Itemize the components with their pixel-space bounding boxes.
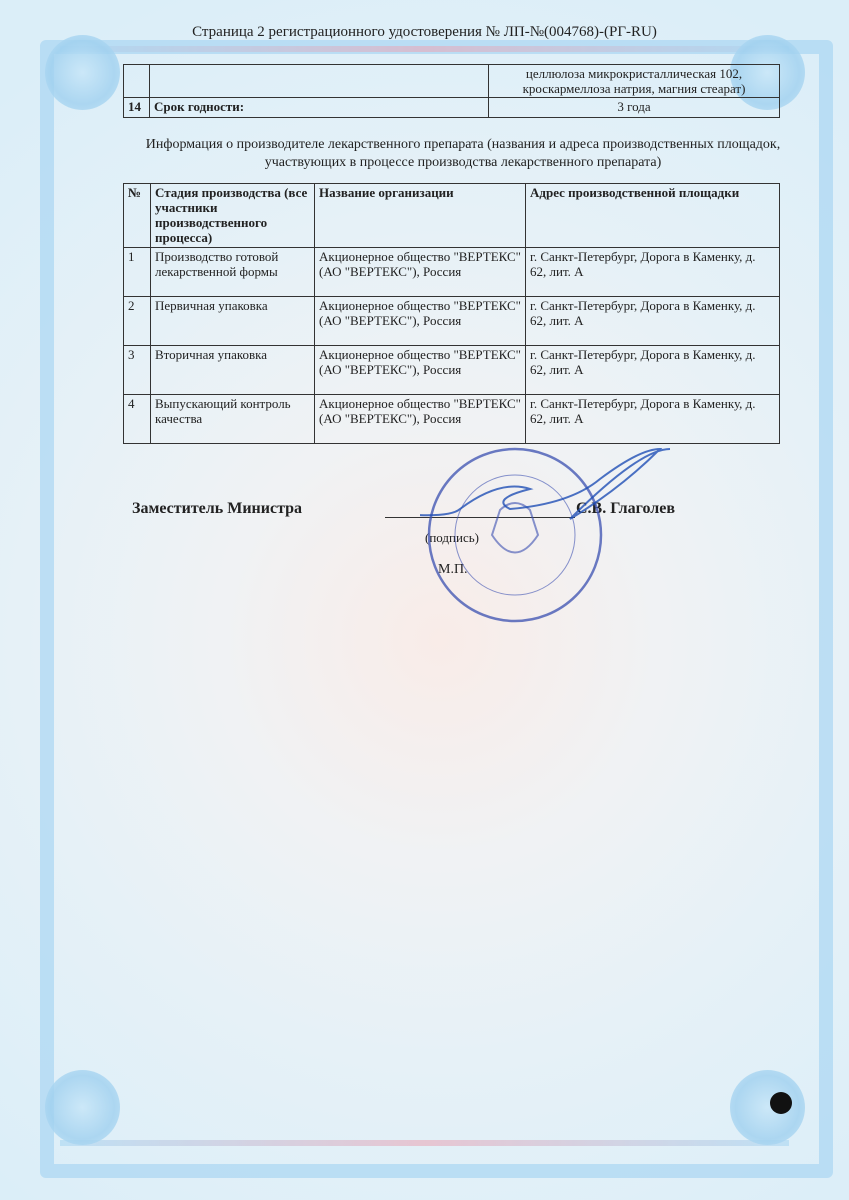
row-stage: Выпускающий контроль качества (151, 395, 315, 444)
punch-hole (770, 1092, 792, 1114)
table-row (124, 346, 780, 395)
shelf-life-value: 3 года (489, 98, 780, 118)
table-row (124, 395, 780, 444)
header-org: Название организации (315, 184, 526, 248)
top-band (60, 46, 789, 52)
header-stage: Стадия производства (все участники производственного процесса) (151, 184, 315, 248)
header-address: Адрес производственной площадки (526, 184, 780, 248)
signatory-position: Заместитель Министра (132, 500, 303, 517)
stamp-place-label: М.П. (438, 562, 468, 577)
row-stage: Первичная упаковка (151, 297, 315, 346)
row-address: г. Санкт-Петербург, Дорога в Каменку, д. 62, лит. А (526, 395, 780, 444)
bottom-band (60, 1140, 789, 1146)
page-title: Страница 2 регистрационного удостоверения № ЛП-№(004768)-(РГ-RU) (192, 24, 657, 40)
table-header (124, 184, 780, 248)
row-org: Акционерное общество "ВЕРТЕКС" (АО "ВЕРТЕКС"), Россия (315, 395, 526, 444)
corner-rosette (45, 35, 120, 110)
signature-caption: (подпись) (425, 530, 479, 545)
row-org: Акционерное общество "ВЕРТЕКС" (АО "ВЕРТЕКС"), Россия (315, 248, 526, 297)
row-address: г. Санкт-Петербург, Дорога в Каменку, д. 62, лит. А (526, 297, 780, 346)
table-row (124, 248, 780, 297)
row-num: 2 (124, 297, 151, 346)
table-row (124, 297, 780, 346)
manufacturer-info-heading: Информация о производителе лекарственного препарата (названия и адреса производственных площадок, участвующих в процессе производства лекарственного препарата) (145, 137, 781, 170)
row-org: Акционерное общество "ВЕРТЕКС" (АО "ВЕРТЕКС"), Россия (315, 346, 526, 395)
excipients-value: целлюлоза микрокристаллическая 102, кроскармеллоза натрия, магния стеарат) (489, 65, 780, 98)
corner-rosette (45, 1070, 120, 1145)
row-address: г. Санкт-Петербург, Дорога в Каменку, д. 62, лит. А (526, 248, 780, 297)
properties-table (123, 64, 780, 118)
row-org: Акционерное общество "ВЕРТЕКС" (АО "ВЕРТЕКС"), Россия (315, 297, 526, 346)
header-num: № (124, 184, 151, 248)
manufacturers-table (123, 183, 780, 444)
row-number: 14 (124, 98, 150, 118)
row-num: 3 (124, 346, 151, 395)
row-num: 4 (124, 395, 151, 444)
shelf-life-label: Срок годности: (150, 98, 489, 118)
row-num: 1 (124, 248, 151, 297)
row-stage: Производство готовой лекарственной формы (151, 248, 315, 297)
row-stage: Вторичная упаковка (151, 346, 315, 395)
official-stamp-icon (420, 440, 700, 630)
signatory-name: С.В. Глаголев (576, 500, 675, 517)
corner-rosette (730, 1070, 805, 1145)
row-address: г. Санкт-Петербург, Дорога в Каменку, д. 62, лит. А (526, 346, 780, 395)
